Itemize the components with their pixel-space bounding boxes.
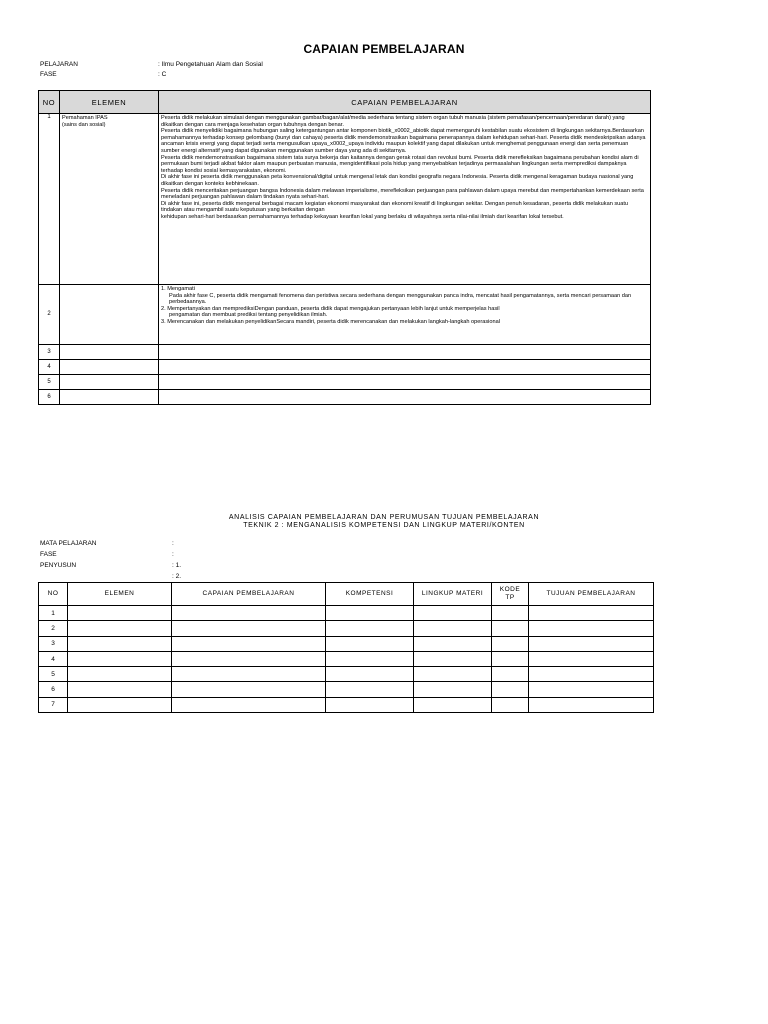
meta-row-fase: [0, 549, 768, 560]
header-elemen: ELEMEN: [68, 583, 172, 606]
row-number: 5: [39, 667, 68, 682]
row-number: 6: [39, 390, 60, 405]
capaian-paragraph: Di akhir fase ini peserta didik menggunakan peta konvensional/digital untuk mengenal letak dan kondisi geografis negara Indonesia. Peserta didik mengenal keragaman budaya nasional yang dikaitkan dengan konteks kebhinekaan.: [161, 174, 634, 187]
header-no: NO: [39, 91, 60, 114]
row-number: 2: [39, 285, 60, 345]
meta-block-2: [0, 538, 768, 582]
analysis-table: [38, 582, 654, 713]
cell-elemen[interactable]: [68, 697, 172, 712]
elemen-cell: [60, 375, 159, 390]
cell-tujuan[interactable]: [529, 606, 654, 621]
meta-value: : Ilmu Pengetahuan Alam dan Sosial: [158, 61, 263, 68]
header-kode-line2: TP: [505, 594, 515, 601]
header-kode-line1: KODE: [499, 586, 521, 593]
cell-kompetensi[interactable]: [326, 636, 414, 651]
meta-row-penyusun-2: [0, 571, 768, 582]
cell-elemen[interactable]: [68, 621, 172, 636]
cell-elemen[interactable]: [68, 651, 172, 666]
cell-lingkup[interactable]: [414, 651, 492, 666]
cell-elemen[interactable]: [68, 636, 172, 651]
cell-kompetensi[interactable]: [326, 682, 414, 697]
cell-kode[interactable]: [492, 651, 529, 666]
cell-lingkup[interactable]: [414, 667, 492, 682]
cell-kompetensi[interactable]: [326, 697, 414, 712]
row-number: 2: [39, 621, 68, 636]
meta-value: :: [172, 540, 174, 547]
elemen-cell: [60, 345, 159, 360]
cell-capaian[interactable]: [172, 697, 326, 712]
meta-label: FASE: [40, 71, 57, 78]
header-elemen: ELEMEN: [60, 91, 159, 114]
cell-lingkup[interactable]: [414, 606, 492, 621]
row-number: 3: [39, 345, 60, 360]
header-no: NO: [39, 583, 68, 606]
capaian-paragraph: Peserta didik menceritakan perjuangan bangsa Indonesia dalam melawan imperialisme, merefleksikan perjuangan para pahlawan dalam upaya merebut dan mempertahankan kemerdekaan serta meneladani perjuangan pahlawan dalam tindakan nyata sehari-hari.: [161, 187, 644, 201]
analysis-subtitle: TEKNIK 2 : MENGANALISIS KOMPETENSI DAN LINGKUP MATERI/KONTEN: [243, 522, 525, 529]
meta-row-penyusun: [0, 560, 768, 571]
meta-value: :: [172, 551, 174, 558]
row-number: 1: [39, 114, 60, 285]
meta-label: FASE: [40, 551, 57, 558]
cell-tujuan[interactable]: [529, 636, 654, 651]
capaian-item-head: 3. Merencanakan dan melakukan penyelidikanSecara mandiri, peserta didik merencanakan dan melakukan langkah-langkah operasional: [161, 318, 500, 325]
meta-row-fase: [0, 70, 768, 79]
cell-elemen[interactable]: [68, 682, 172, 697]
capaian-cell: [159, 114, 651, 285]
capaian-paragraph: kehidupan sehari-hari berdasarkan pemahamannya terhadap kekayaan kearifan lokal yang berlaku di wilayahnya serta nilai-nilai ilmiah dari kearifan lokal tersebut.: [161, 213, 564, 220]
elemen-cell: [60, 360, 159, 375]
table-row: [39, 682, 654, 697]
meta-block: [0, 60, 768, 80]
table-row: [39, 621, 654, 636]
row-number: 7: [39, 697, 68, 712]
capaian-paragraph: Di akhir fase ini, peserta didik mengenal berbagai macam kegiatan ekonomi masyarakat dan ekonomi kreatif di lingkungan sekitar. Dengan penuh kesadaran, peserta didik melakukan suatu tindakan atau mengambil suatu keputusan yang berkaitan dengan: [161, 200, 629, 214]
cell-kode[interactable]: [492, 621, 529, 636]
meta-label: MATA PELAJARAN: [40, 540, 97, 547]
cell-lingkup[interactable]: [414, 621, 492, 636]
row-number: 4: [39, 651, 68, 666]
capaian-cell: [159, 360, 651, 375]
row-number: 4: [39, 360, 60, 375]
elemen-cell: [60, 285, 159, 345]
cell-elemen[interactable]: [68, 667, 172, 682]
elemen-cell: [60, 390, 159, 405]
capaian-cell: [159, 375, 651, 390]
meta-value: : C: [158, 71, 167, 78]
capaian-item-body: pengamatan dan membuat prediksi tentang penyelidikan ilmiah.: [169, 312, 328, 319]
cell-tujuan[interactable]: [529, 682, 654, 697]
cell-capaian[interactable]: [172, 667, 326, 682]
capaian-paragraph: Peserta didik menyelidiki bagaimana hubungan saling ketergantungan antar komponen biotik_x0002_abiotik dapat memengaruhi kestabilan suatu ekosistem di lingkungan sekitarnya.Berdasarkan pemahamannya terhadap konsep gelombang (bunyi dan cahaya) peserta didik mendemonstrasikan bagaimana penerapannya dalam kehidupan sehari-hari. Peserta didik mendeskripsikan adanya ancaman krisis energi yang dapat terjadi serta mengusulkan upaya_x0002_upaya individu maupun kolektif yang dapat dilakukan untuk menghemat penggunaan energi dan serta penemuan sumber energi alternatif yang dapat digunakan menggunakan sumber daya yang ada di sekitarnya.: [161, 128, 646, 154]
capaian-item-head: 2. Mempertanyakan dan memprediksiDengan panduan, peserta didik dapat mengajukan pertanyaan lebih lanjut untuk memperjelas hasil: [161, 305, 500, 312]
capaian-item-head: 1. Mengamati: [161, 286, 195, 292]
cell-capaian[interactable]: [172, 682, 326, 697]
header-tujuan: TUJUAN PEMBELAJARAN: [529, 583, 654, 606]
capaian-cell: [159, 390, 651, 405]
cell-kode[interactable]: [492, 682, 529, 697]
cell-tujuan[interactable]: [529, 697, 654, 712]
cell-kompetensi[interactable]: [326, 651, 414, 666]
capaian-cell: [159, 285, 651, 345]
table-header-row: [39, 91, 651, 114]
capaian-cell: [159, 345, 651, 360]
table-header-row: [39, 583, 654, 606]
capaian-item-body: Pada akhir fase C, peserta didik mengamati fenomena dan peristiwa secara sederhana dengan menggunakan panca indra, mencatat hasil pengamatannya, serta mencari persamaan dan perbedaannya.: [169, 292, 632, 306]
table-row: [39, 606, 654, 621]
capaian-table: [38, 90, 651, 405]
capaian-paragraph: Peserta didik melakukan simulasi dengan menggunakan gambar/bagan/alat/media sederhana tentang sistem organ tubuh manusia (sistem pernafasan/pencernaan/peredaran darah) yang dikaitkan dengan cara menjaga kesehatan organ tubuhnya dengan benar.: [161, 115, 625, 128]
cell-kode[interactable]: [492, 606, 529, 621]
table-row: [39, 390, 651, 405]
cell-tujuan[interactable]: [529, 621, 654, 636]
cell-kompetensi[interactable]: [326, 667, 414, 682]
cell-capaian[interactable]: [172, 636, 326, 651]
table-row: [39, 360, 651, 375]
meta-value: : 2.: [172, 573, 182, 580]
header-kompetensi: KOMPETENSI: [326, 583, 414, 606]
cell-capaian[interactable]: [172, 651, 326, 666]
row-number: 5: [39, 375, 60, 390]
cell-lingkup[interactable]: [414, 682, 492, 697]
elemen-text: Pemahaman IPAS: [62, 115, 108, 121]
cell-kompetensi[interactable]: [326, 621, 414, 636]
meta-value: : 1.: [172, 562, 182, 569]
cell-kode[interactable]: [492, 697, 529, 712]
header-capaian: CAPAIAN PEMBELAJARAN: [172, 583, 326, 606]
cell-capaian[interactable]: [172, 606, 326, 621]
meta-label: PELAJARAN: [40, 61, 78, 68]
cell-lingkup[interactable]: [414, 697, 492, 712]
meta-label: PENYUSUN: [40, 562, 77, 569]
capaian-paragraph: Peserta didik mendemonstrasikan bagaimana sistem tata surya bekerja dan kaitannya dengan gerak rotasi dan revolusi bumi. Peserta didik merefleksikan bagaimana perubahan kondisi alam di permukaan bumi terjadi akibat faktor alam maupun perbuatan manusia, mengidentifikasi pola hidup yang menyebabkan terjadinya permasalahan lingkungan serta memprediksi dampaknya terhadap kondisi sosial kemasyarakatan, ekonomi.: [161, 154, 639, 174]
meta-row-pelajaran: [0, 60, 768, 69]
analysis-title: ANALISIS CAPAIAN PEMBELAJARAN DAN PERUMUSAN TUJUAN PEMBELAJARAN: [228, 514, 540, 521]
cell-tujuan[interactable]: [529, 667, 654, 682]
header-lingkup-materi: LINGKUP MATERI: [414, 583, 492, 606]
row-number: 6: [39, 682, 68, 697]
table-row: [39, 651, 654, 666]
row-number: 3: [39, 636, 68, 651]
cell-tujuan[interactable]: [529, 651, 654, 666]
table-row: [39, 697, 654, 712]
header-kode-tp: [492, 583, 529, 606]
cell-elemen[interactable]: [68, 606, 172, 621]
table-row: [39, 375, 651, 390]
header-capaian: CAPAIAN PEMBELAJARAN: [159, 91, 651, 114]
cell-lingkup[interactable]: [414, 636, 492, 651]
cell-kode[interactable]: [492, 636, 529, 651]
cell-kompetensi[interactable]: [326, 606, 414, 621]
cell-capaian[interactable]: [172, 621, 326, 636]
row-number: 1: [39, 606, 68, 621]
table-row: [39, 667, 654, 682]
table-row: [39, 114, 651, 285]
table-row: [39, 285, 651, 345]
table-row: [39, 345, 651, 360]
cell-kode[interactable]: [492, 667, 529, 682]
page-title: CAPAIAN PEMBELAJARAN: [303, 42, 465, 56]
elemen-subtext: (sains dan sosial): [62, 121, 106, 128]
table-row: [39, 636, 654, 651]
meta-row-mata-pelajaran: [0, 538, 768, 549]
elemen-cell: [60, 114, 159, 285]
